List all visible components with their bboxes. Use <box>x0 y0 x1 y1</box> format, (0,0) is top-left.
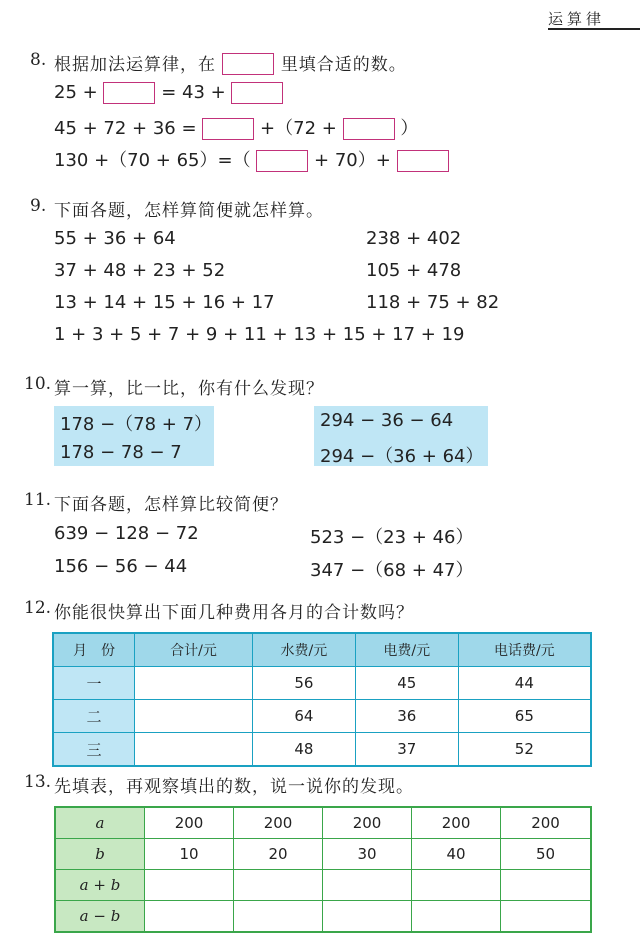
water-cell: 56 <box>253 667 356 700</box>
sum-input-cell[interactable] <box>501 870 591 901</box>
q11-left-1: 639 − 128 − 72 <box>54 523 199 544</box>
q9-left-3: 13 + 14 + 15 + 16 + 17 <box>54 292 275 313</box>
table-row <box>55 870 591 901</box>
row-label-b: b <box>55 839 145 870</box>
water-cell: 64 <box>253 700 356 733</box>
q8-number: 8. <box>30 50 47 70</box>
q8-line3-a: 130 +（70 + 65）=（ <box>54 150 251 171</box>
header-rule <box>548 28 640 30</box>
q8-line1-b: = 43 + <box>161 82 226 103</box>
header-power: 电费/元 <box>355 633 458 667</box>
row-label-a: a <box>55 807 145 839</box>
answer-box[interactable] <box>202 118 254 140</box>
q8-sample-box <box>222 53 274 75</box>
diff-input-cell[interactable] <box>412 901 501 933</box>
expense-table <box>52 632 592 767</box>
q9-right-1: 238 + 402 <box>366 228 462 249</box>
b-cell: 50 <box>501 839 591 870</box>
power-cell: 37 <box>355 733 458 767</box>
ab-table <box>54 806 592 933</box>
diff-input-cell[interactable] <box>145 901 234 933</box>
month-cell: 二 <box>53 700 135 733</box>
table-row <box>55 807 591 839</box>
table-row <box>55 839 591 870</box>
q13-prompt: 先填表，再观察填出的数，说一说你的发现。 <box>54 777 414 797</box>
a-cell: 200 <box>501 807 591 839</box>
power-cell: 45 <box>355 667 458 700</box>
a-cell: 200 <box>323 807 412 839</box>
q11-number: 11. <box>24 490 52 510</box>
water-cell: 48 <box>253 733 356 767</box>
diff-input-cell[interactable] <box>234 901 323 933</box>
a-cell: 200 <box>412 807 501 839</box>
sum-input-cell[interactable] <box>412 870 501 901</box>
phone-cell: 44 <box>458 667 591 700</box>
q13-number: 13. <box>24 772 52 792</box>
table-header-row <box>53 633 591 667</box>
q8-line1 <box>54 82 283 104</box>
q11-left-2: 156 − 56 − 44 <box>54 556 188 577</box>
header-water: 水费/元 <box>253 633 356 667</box>
diff-input-cell[interactable] <box>323 901 412 933</box>
q11-right-2: 347 −（68 + 47） <box>310 560 474 581</box>
phone-cell: 65 <box>458 700 591 733</box>
q8-line2 <box>54 114 418 140</box>
power-cell: 36 <box>355 700 458 733</box>
sum-input-cell[interactable] <box>323 870 412 901</box>
q11-prompt: 下面各题，怎样算比较简便？ <box>54 495 288 515</box>
a-cell: 200 <box>234 807 323 839</box>
q10-right-1: 294 − 36 − 64 <box>320 410 454 431</box>
answer-box[interactable] <box>103 82 155 104</box>
q8-line1-a: 25 + <box>54 82 98 103</box>
q8-prompt-part2: 里填合适的数。 <box>280 55 407 75</box>
q9-right-2: 105 + 478 <box>366 260 462 281</box>
q9-left-2: 37 + 48 + 23 + 52 <box>54 260 226 281</box>
q10-right-2: 294 −（36 + 64） <box>320 446 484 467</box>
b-cell: 10 <box>145 839 234 870</box>
total-input-cell[interactable] <box>135 700 253 733</box>
q10-left-2: 178 − 78 − 7 <box>60 442 182 463</box>
q9-number: 9. <box>30 196 47 216</box>
table-row <box>53 700 591 733</box>
b-cell: 20 <box>234 839 323 870</box>
q8-line2-b: +（72 + <box>260 118 337 139</box>
diff-input-cell[interactable] <box>501 901 591 933</box>
q12-prompt: 你能很快算出下面几种费用各月的合计数吗？ <box>54 603 414 623</box>
q8-prompt <box>54 50 407 77</box>
b-cell: 30 <box>323 839 412 870</box>
q8-prompt-part1: 根据加法运算律，在 <box>54 55 216 75</box>
q8-line3 <box>54 146 449 172</box>
chapter-title: 运算律 <box>548 10 606 28</box>
q9-right-3: 118 + 75 + 82 <box>366 292 500 313</box>
phone-cell: 52 <box>458 733 591 767</box>
header-month: 月 份 <box>53 633 135 667</box>
sum-input-cell[interactable] <box>145 870 234 901</box>
table-row <box>53 667 591 700</box>
q10-number: 10. <box>24 374 52 394</box>
answer-box[interactable] <box>256 150 308 172</box>
q9-left-1: 55 + 36 + 64 <box>54 228 176 249</box>
q8-line2-c: ） <box>400 118 419 139</box>
q8-line3-b: + 70）+ <box>314 150 391 171</box>
total-input-cell[interactable] <box>135 667 253 700</box>
row-label-sum: a + b <box>55 870 145 901</box>
table-row <box>55 901 591 933</box>
sum-input-cell[interactable] <box>234 870 323 901</box>
answer-box[interactable] <box>397 150 449 172</box>
q12-number: 12. <box>24 598 52 618</box>
q10-prompt: 算一算，比一比，你有什么发现？ <box>54 379 324 399</box>
answer-box[interactable] <box>343 118 395 140</box>
q11-right-1: 523 −（23 + 46） <box>310 527 474 548</box>
header-phone: 电话费/元 <box>458 633 591 667</box>
row-label-diff: a − b <box>55 901 145 933</box>
q8-line2-a: 45 + 72 + 36 = <box>54 118 197 139</box>
month-cell: 一 <box>53 667 135 700</box>
header-total: 合计/元 <box>135 633 253 667</box>
total-input-cell[interactable] <box>135 733 253 767</box>
b-cell: 40 <box>412 839 501 870</box>
a-cell: 200 <box>145 807 234 839</box>
table-row <box>53 733 591 767</box>
q10-left-1: 178 −（78 + 7） <box>60 414 213 435</box>
month-cell: 三 <box>53 733 135 767</box>
q9-last: 1 + 3 + 5 + 7 + 9 + 11 + 13 + 15 + 17 + 19 <box>54 324 465 345</box>
answer-box[interactable] <box>231 82 283 104</box>
q9-prompt: 下面各题，怎样算简便就怎样算。 <box>54 201 324 221</box>
